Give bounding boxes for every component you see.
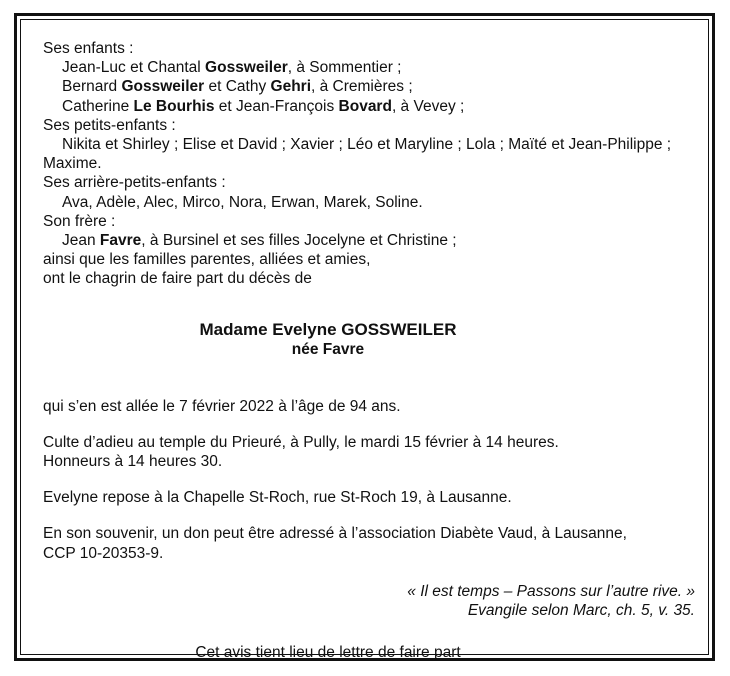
grandchildren-list: Nikita et Shirley ; Elise et David ; Xavier ; Léo et Maryline ; Lola ; Maïté et Jean-Philippe ; (62, 136, 672, 154)
children-heading: Ses enfants : (43, 40, 134, 57)
donation-account: CCP 10-20353-9. (43, 544, 164, 562)
resting-place-line: Evelyne repose à la Chapelle St-Roch, rue St-Roch 19, à Lausanne. (43, 489, 512, 507)
name-text: , à Sommentier ; (287, 59, 402, 77)
child-line (43, 97, 703, 116)
donation-line: En son souvenir, un don peut être adressé à l’association Diabète Vaud, à Lausanne, (43, 525, 627, 543)
child-line (43, 77, 703, 96)
quote-source: Evangile selon Marc, ch. 5, v. 35. (467, 602, 695, 620)
name-text: Bernard (62, 78, 122, 96)
name-text: Catherine (62, 97, 134, 115)
footer-note: Cet avis tient lieu de lettre de faire part (195, 644, 461, 662)
service-line: Culte d’adieu au temple du Prieuré, à Pully, le mardi 15 février à 14 heures. (43, 433, 559, 451)
great-grandchildren-heading: Ses arrière-petits-enfants : (43, 174, 226, 192)
deceased-name: Madame Evelyne GOSSWEILER (199, 319, 457, 339)
name-text: , à Cremières ; (311, 78, 413, 96)
name-text: , à Bursinel et ses filles Jocelyne et Christine ; (141, 232, 457, 250)
name-text: et Jean-François (214, 97, 339, 115)
name-text: Jean (62, 232, 100, 250)
quote-text: « Il est temps – Passons sur l’autre rive. » (407, 582, 695, 600)
surname: Gossweiler (121, 78, 205, 96)
name-text: , à Vevey ; (391, 97, 465, 115)
brother-heading: Son frère : (43, 212, 116, 230)
surname: Le Bourhis (133, 97, 215, 115)
maiden-name: née Favre (291, 340, 365, 358)
obituary-notice (43, 39, 703, 662)
surname: Gossweiler (205, 59, 288, 77)
surname: Favre (99, 232, 142, 250)
great-grandchildren-list: Ava, Adèle, Alec, Mirco, Nora, Erwan, Marek, Soline. (62, 193, 423, 211)
passing-line: qui s’en est allée le 7 février 2022 à l’âge de 94 ans. (43, 397, 401, 415)
grandchildren-list-continued: Maxime. (43, 155, 102, 173)
name-text: Jean-Luc et Chantal (62, 59, 206, 77)
child-line (43, 58, 703, 77)
name-text: et Cathy (204, 78, 271, 96)
surname: Gehri (270, 78, 311, 96)
relatives-line: ainsi que les familles parentes, alliées et amies, (43, 251, 371, 269)
grandchildren-heading: Ses petits-enfants : (43, 116, 176, 134)
honours-line: Honneurs à 14 heures 30. (43, 453, 223, 471)
brother-line (43, 231, 703, 250)
announcement-line: ont le chagrin de faire part du décès de (43, 270, 312, 288)
surname: Bovard (338, 97, 392, 115)
